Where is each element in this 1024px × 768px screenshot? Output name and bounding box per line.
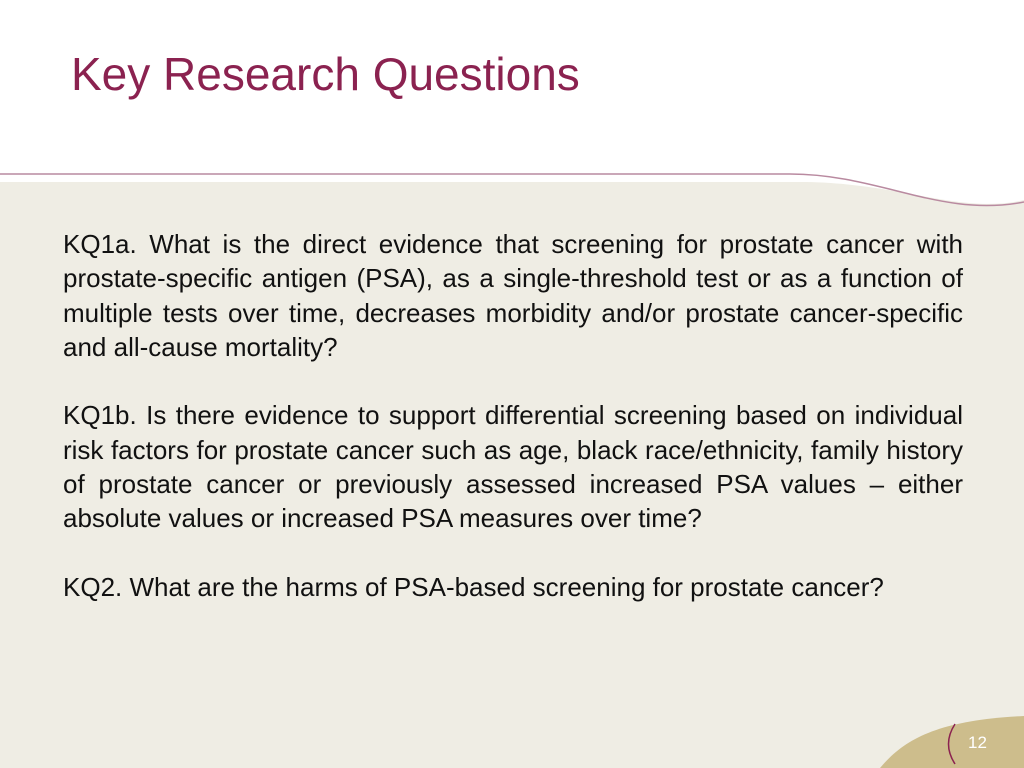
questions-list	[63, 227, 963, 604]
page-number: 12	[968, 733, 987, 752]
question-kq1a: KQ1a. What is the direct evidence that screening for prostate cancer with prostate-specific antigen (PSA), as a single-threshold test or as a function of multiple tests over time, decreases morbidity and/or prostate cancer-specific and all-cause mortality?	[63, 229, 963, 362]
question-kq1b: KQ1b. Is there evidence to support differential screening based on individual risk factors for prostate cancer such as age, black race/ethnicity, family history of prostate cancer or previously assessed increased PSA values – either absolute values or increased PSA measures over time?	[63, 400, 963, 534]
question-kq2: KQ2. What are the harms of PSA-based screening for prostate cancer?	[63, 571, 884, 602]
slide-title: Key Research Questions	[71, 48, 580, 100]
